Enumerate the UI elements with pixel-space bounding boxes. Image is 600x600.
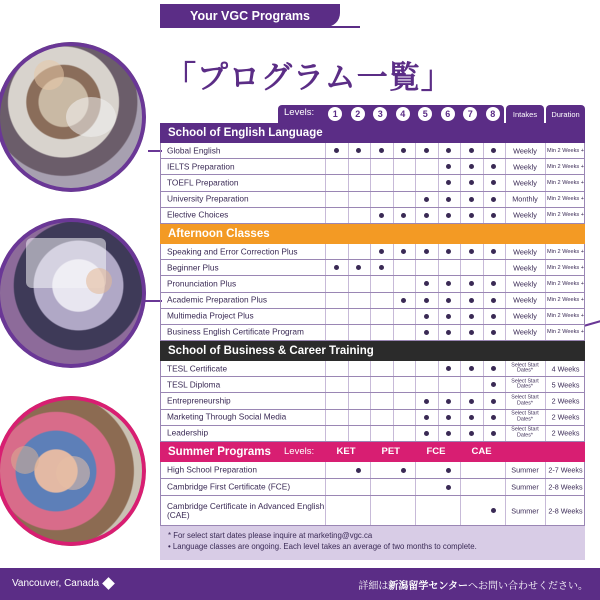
program-name: TESL Diploma: [167, 379, 221, 390]
duration-value: Min 2 Weeks +: [546, 297, 585, 304]
level-dot: [334, 148, 339, 153]
intake-value: Select Start Dates*: [511, 362, 539, 374]
level-dot: [469, 415, 474, 420]
classroom-photo-3: [0, 396, 146, 546]
table-row: [160, 309, 585, 325]
table-row: [160, 260, 585, 276]
section-header: [160, 224, 585, 244]
program-name: Global English: [167, 145, 221, 156]
table-row: [160, 496, 585, 526]
level-dot: [401, 148, 406, 153]
intake-value: Select Start Dates*: [511, 426, 539, 439]
level-dot: [491, 399, 496, 404]
duration-value: 5 Weeks: [551, 380, 580, 390]
duration-value: Min 2 Weeks +: [546, 179, 585, 186]
level-number-7: 7: [463, 107, 477, 121]
program-name: TESL Certificate: [167, 363, 228, 374]
program-name: University Preparation: [167, 193, 249, 204]
intake-value: Select Start Dates*: [511, 394, 539, 407]
intake-value: Weekly: [513, 327, 537, 337]
footer: [0, 568, 600, 600]
level-dot: [491, 213, 496, 218]
duration-value: Min 2 Weeks +: [546, 163, 585, 170]
table-row: [160, 361, 585, 377]
level-number-5: 5: [418, 107, 432, 121]
section-title: Afternoon Classes: [168, 227, 270, 240]
level-dot: [469, 366, 474, 371]
contact-pre: 詳細は: [358, 581, 389, 592]
level-dot: [446, 180, 451, 185]
program-name: Beginner Plus: [167, 262, 219, 273]
intake-value: Weekly: [513, 162, 537, 172]
level-dot: [424, 148, 429, 153]
level-number-1: 1: [328, 107, 342, 121]
level-dot: [469, 213, 474, 218]
program-name: Elective Choices: [167, 209, 229, 220]
duration-value: 4 Weeks: [551, 364, 580, 374]
level-dot: [491, 298, 496, 303]
level-dot: [491, 197, 496, 202]
duration-value: Min 2 Weeks +: [546, 329, 585, 336]
level-number-6: 6: [441, 107, 455, 121]
table-row: [160, 293, 585, 309]
level-dot: [491, 366, 496, 371]
level-dot: [446, 281, 451, 286]
level-dot: [424, 314, 429, 319]
level-dot: [424, 399, 429, 404]
level-dot: [379, 148, 384, 153]
intake-value: Summer: [511, 505, 539, 515]
table-row: [160, 410, 585, 426]
level-dot: [446, 197, 451, 202]
level-dot: [446, 148, 451, 153]
duration-header: Duration: [546, 105, 585, 123]
program-name: Multimedia Project Plus: [167, 310, 254, 321]
duration-value: 2 Weeks: [551, 396, 580, 406]
level-dot: [469, 249, 474, 254]
contact-post: へお問い合わせください。: [468, 581, 588, 592]
table-row: [160, 159, 585, 175]
maple-leaf-icon: [102, 577, 115, 590]
table-row: [160, 244, 585, 260]
summer-level-ket: KET: [336, 446, 356, 457]
level-dot: [491, 180, 496, 185]
program-name: Business English Certificate Program: [167, 326, 304, 337]
intake-value: Weekly: [513, 263, 537, 273]
table-row: [160, 426, 585, 442]
table-row: [160, 276, 585, 292]
intakes-header: Intakes: [506, 105, 544, 123]
table-row: [160, 208, 585, 224]
level-dot: [424, 281, 429, 286]
level-dot: [446, 164, 451, 169]
program-name: Cambridge First Certificate (FCE): [167, 481, 291, 492]
location-text: Vancouver, Canada: [12, 578, 100, 589]
level-number-3: 3: [373, 107, 387, 121]
footer-location: [12, 578, 113, 589]
level-dot: [379, 249, 384, 254]
level-dot: [424, 298, 429, 303]
level-number-8: 8: [486, 107, 500, 121]
level-dot: [446, 249, 451, 254]
level-dot: [469, 180, 474, 185]
level-dot: [401, 249, 406, 254]
program-name: Leadership: [167, 427, 209, 438]
level-dot: [379, 213, 384, 218]
intake-value: Weekly: [513, 145, 537, 155]
page-title: 「プログラム一覧」: [165, 60, 453, 96]
table-row: [160, 143, 585, 159]
summer-level-cae: CAE: [471, 446, 492, 457]
level-dot: [491, 148, 496, 153]
footnote-language-classes: • Language classes are ongoing. Each level takes an average of two months to complete.: [168, 542, 477, 552]
program-name: Speaking and Error Correction Plus: [167, 245, 298, 256]
section-header: [160, 341, 585, 361]
duration-value: 2 Weeks: [551, 428, 580, 438]
table-header: [160, 105, 585, 123]
level-dot: [491, 281, 496, 286]
level-dot: [491, 249, 496, 254]
intake-value: Summer: [511, 465, 539, 475]
summer-level-pet: PET: [381, 446, 400, 457]
summer-section-header: [160, 442, 585, 462]
duration-value: Min 2 Weeks +: [546, 212, 585, 219]
intake-value: Monthly: [512, 194, 538, 204]
level-dot: [491, 330, 496, 335]
duration-value: Min 2 Weeks +: [546, 248, 585, 255]
table-row: [160, 325, 585, 341]
level-dot: [356, 468, 361, 473]
table-row: [160, 479, 585, 496]
footnote-start-dates: * For select start dates please inquire at marketing@vgc.ca: [168, 531, 373, 540]
classroom-photo-1: [0, 42, 146, 192]
program-name: Marketing Through Social Media: [167, 411, 287, 422]
duration-value: Min 2 Weeks +: [546, 280, 585, 287]
level-dot: [446, 485, 451, 490]
duration-value: Min 2 Weeks +: [546, 196, 585, 203]
level-dot: [491, 415, 496, 420]
level-dot: [469, 314, 474, 319]
intake-value: Weekly: [513, 210, 537, 220]
section-title: School of Business & Career Training: [168, 345, 374, 358]
level-dot: [356, 148, 361, 153]
level-dot: [446, 298, 451, 303]
table-row: [160, 192, 585, 208]
level-dot: [446, 415, 451, 420]
duration-value: Min 2 Weeks +: [546, 313, 585, 320]
program-name: TOEFL Preparation: [167, 177, 239, 188]
intake-value: Select Start Dates*: [511, 378, 539, 390]
level-dot: [446, 366, 451, 371]
duration-value: 2 Weeks: [551, 412, 580, 422]
level-dot: [334, 265, 339, 270]
footer-contact: [358, 577, 588, 592]
level-dot: [491, 164, 496, 169]
intake-value: Weekly: [513, 246, 537, 256]
level-dot: [446, 330, 451, 335]
program-name: IELTS Preparation: [167, 161, 235, 172]
section-header: [160, 123, 585, 143]
summer-levels-label: Levels:: [284, 446, 315, 457]
contact-center-name: 新潟留学センター: [388, 581, 468, 592]
level-dot: [401, 213, 406, 218]
level-dot: [424, 213, 429, 218]
level-dot: [424, 415, 429, 420]
classroom-photo-2: [0, 218, 146, 368]
level-dot: [469, 431, 474, 436]
level-dot: [469, 330, 474, 335]
level-dot: [469, 164, 474, 169]
program-name: Pronunciation Plus: [167, 278, 237, 289]
program-table: [160, 105, 585, 560]
intake-value: Weekly: [513, 295, 537, 305]
levels-label: Levels:: [284, 107, 315, 118]
level-dot: [401, 468, 406, 473]
level-dot: [446, 213, 451, 218]
duration-value: Min 2 Weeks +: [546, 147, 585, 154]
decorative-line: [584, 319, 600, 326]
level-dot: [491, 382, 496, 387]
program-name: High School Preparation: [167, 464, 257, 475]
intake-value: Weekly: [513, 279, 537, 289]
level-dot: [446, 431, 451, 436]
level-number-4: 4: [396, 107, 410, 121]
intake-value: Weekly: [513, 311, 537, 321]
level-dot: [424, 197, 429, 202]
programs-tab: Your VGC Programs: [160, 4, 340, 27]
duration-value: 2-7 Weeks: [548, 465, 583, 475]
level-number-2: 2: [351, 107, 365, 121]
table-row: [160, 377, 585, 393]
duration-value: 2-8 Weeks: [548, 482, 583, 492]
level-dot: [446, 314, 451, 319]
level-dot: [424, 330, 429, 335]
level-dot: [379, 265, 384, 270]
duration-value: Min 2 Weeks +: [546, 264, 585, 271]
section-title: Summer Programs: [168, 446, 271, 458]
level-dot: [469, 281, 474, 286]
summer-level-fce: FCE: [426, 446, 446, 457]
level-dot: [401, 298, 406, 303]
program-name: Entrepreneurship: [167, 395, 231, 406]
level-dot: [491, 314, 496, 319]
level-dot: [446, 399, 451, 404]
section-title: School of English Language: [168, 127, 323, 139]
duration-value: 2-8 Weeks: [548, 506, 583, 515]
intake-value: Summer: [511, 482, 539, 492]
program-name: Cambridge Certificate in Advanced English (CAE): [167, 500, 325, 520]
level-dot: [491, 431, 496, 436]
table-row: [160, 175, 585, 191]
level-dot: [491, 508, 496, 513]
footnotes: [160, 526, 585, 560]
level-dot: [424, 249, 429, 254]
tab-underline: [160, 26, 360, 28]
table-row: [160, 393, 585, 409]
level-dot: [469, 399, 474, 404]
level-dot: [356, 265, 361, 270]
level-dot: [424, 431, 429, 436]
level-dot: [469, 298, 474, 303]
level-dot: [469, 197, 474, 202]
intake-value: Weekly: [513, 178, 537, 188]
intake-value: Select Start Dates*: [511, 410, 539, 423]
level-dot: [446, 468, 451, 473]
program-name: Academic Preparation Plus: [167, 294, 268, 305]
level-dot: [469, 148, 474, 153]
table-row: [160, 462, 585, 479]
